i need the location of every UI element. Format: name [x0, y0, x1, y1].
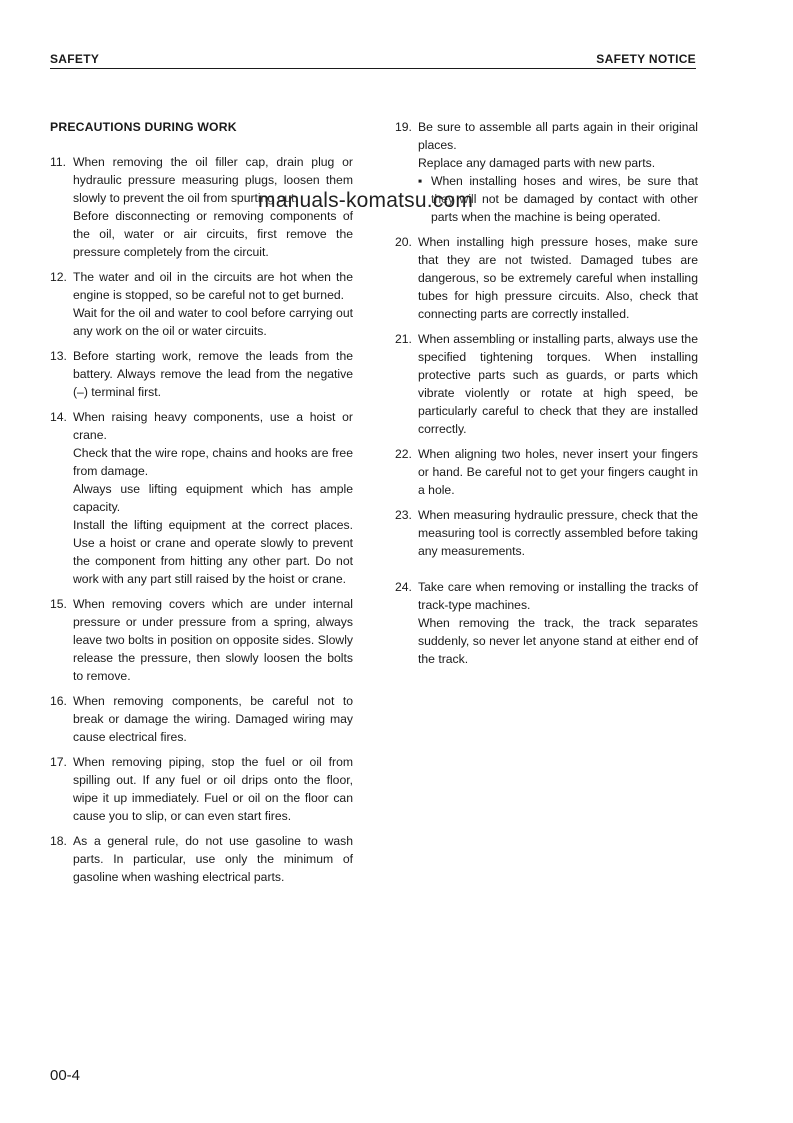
item-body [73, 832, 353, 886]
item-paragraph: When installing high pressure hoses, make sure that they are not twisted. Damaged tubes are dangerous, so be extremely careful when installing tubes for high pressure circuits. Also, check that connecting parts are correctly installed. [418, 235, 698, 321]
left-item-list [50, 153, 353, 886]
item-body [73, 753, 353, 825]
item-paragraph: When assembling or installing parts, always use the specified tightening torques. When installing protective parts such as guards, or parts which vibrate violently or rotate at high speed, be particularly careful to check that they are installed correctly. [418, 332, 698, 436]
item-number: 21. [395, 332, 412, 346]
list-item [395, 506, 698, 560]
item-number: 11. [50, 155, 67, 169]
bullet-text: When installing hoses and wires, be sure that they will not be damaged by contact with other parts when the machine is being operated. [431, 174, 698, 224]
item-number: 18. [50, 834, 67, 848]
item-number: 22. [395, 447, 412, 461]
item-paragraph: Wait for the oil and water to cool before carrying out any work on the oil or water circuits. [73, 306, 353, 338]
item-body [418, 578, 698, 668]
list-item [395, 233, 698, 323]
list-item [50, 268, 353, 340]
item-number: 17. [50, 755, 67, 769]
item-number: 15. [50, 597, 67, 611]
item-number: 16. [50, 694, 67, 708]
item-number: 12. [50, 270, 67, 284]
list-item [50, 753, 353, 825]
header-rule [50, 68, 696, 69]
item-body [73, 408, 353, 588]
item-body [73, 347, 353, 401]
list-item [50, 692, 353, 746]
item-paragraph: When removing the oil filler cap, drain plug or hydraulic pressure measuring plugs, loosen them slowly to prevent the oil from spurting out. [73, 155, 353, 205]
list-item [50, 408, 353, 588]
left-column [50, 118, 353, 893]
page-number: 00-4 [50, 1067, 81, 1084]
list-item [50, 347, 353, 401]
item-number: 13. [50, 349, 67, 363]
item-number: 14. [50, 410, 67, 424]
item-paragraph: As a general rule, do not use gasoline to wash parts. In particular, use only the minimum of gasoline when washing electrical parts. [73, 834, 353, 884]
item-paragraph: When raising heavy components, use a hoist or crane. [73, 410, 353, 442]
item-body [418, 233, 698, 323]
item-paragraph: When measuring hydraulic pressure, check that the measuring tool is correctly assembled before taking any measurements. [418, 508, 698, 558]
item-paragraph: The water and oil in the circuits are hot when the engine is stopped, so be careful not to get burned. [73, 270, 353, 302]
header-chapter-label: SAFETY NOTICE [596, 52, 696, 66]
item-paragraph: When removing components, be careful not to break or damage the wiring. Damaged wiring may cause electrical fires. [73, 694, 353, 744]
item-paragraph: Always use lifting equipment which has ample capacity. [73, 482, 353, 514]
item-body [418, 445, 698, 499]
item-paragraph: When removing the track, the track separates suddenly, so never let anyone stand at either end of the track. [418, 616, 698, 666]
page-header [50, 52, 696, 66]
item-paragraph: When removing covers which are under internal pressure or under pressure from a spring, always leave two bolts in position on opposite sides. Slowly release the pressure, then slowly loosen the bolts to remove. [73, 597, 353, 683]
list-item [395, 330, 698, 438]
item-paragraph: Before disconnecting or removing components of the oil, water or air circuits, first remove the pressure completely from the circuit. [73, 209, 353, 259]
item-number: 23. [395, 508, 412, 522]
item-paragraph: When aligning two holes, never insert your fingers or hand. Be careful not to get your fingers caught in a hole. [418, 447, 698, 497]
item-body [73, 268, 353, 340]
header-section-label: SAFETY [50, 52, 100, 66]
item-body [73, 595, 353, 685]
list-item [50, 832, 353, 886]
item-body [418, 506, 698, 560]
item-paragraph: Install the lifting equipment at the correct places. Use a hoist or crane and operate slowly to prevent the component from hitting any other part. Do not work with any part still raised by the hoist or crane. [73, 518, 353, 586]
section-title: PRECAUTIONS DURING WORK [50, 120, 237, 134]
item-paragraph: Take care when removing or installing the tracks of track-type machines. [418, 580, 698, 612]
item-number: 20. [395, 235, 412, 249]
item-paragraph: Be sure to assemble all parts again in their original places. [418, 120, 698, 152]
list-item [395, 578, 698, 668]
item-paragraph: Check that the wire rope, chains and hooks are free from damage. [73, 446, 353, 478]
item-paragraph: Before starting work, remove the leads from the battery. Always remove the lead from the negative (–) terminal first. [73, 349, 353, 399]
item-number: 24. [395, 580, 412, 594]
item-number: 19. [395, 120, 412, 134]
item-paragraph: Replace any damaged parts with new parts. [418, 156, 656, 170]
bullet-mark-icon: ▪ [418, 174, 423, 188]
item-paragraph: When removing piping, stop the fuel or oil from spilling out. If any fuel or oil drips onto the floor, wipe it up immediately. Fuel or oil on the floor can cause you to slip, or can even start fires. [73, 755, 353, 823]
list-item [50, 595, 353, 685]
list-item [395, 445, 698, 499]
watermark-text: manuals-komatsu.com [258, 189, 474, 212]
item-body [418, 330, 698, 438]
item-body [73, 692, 353, 746]
